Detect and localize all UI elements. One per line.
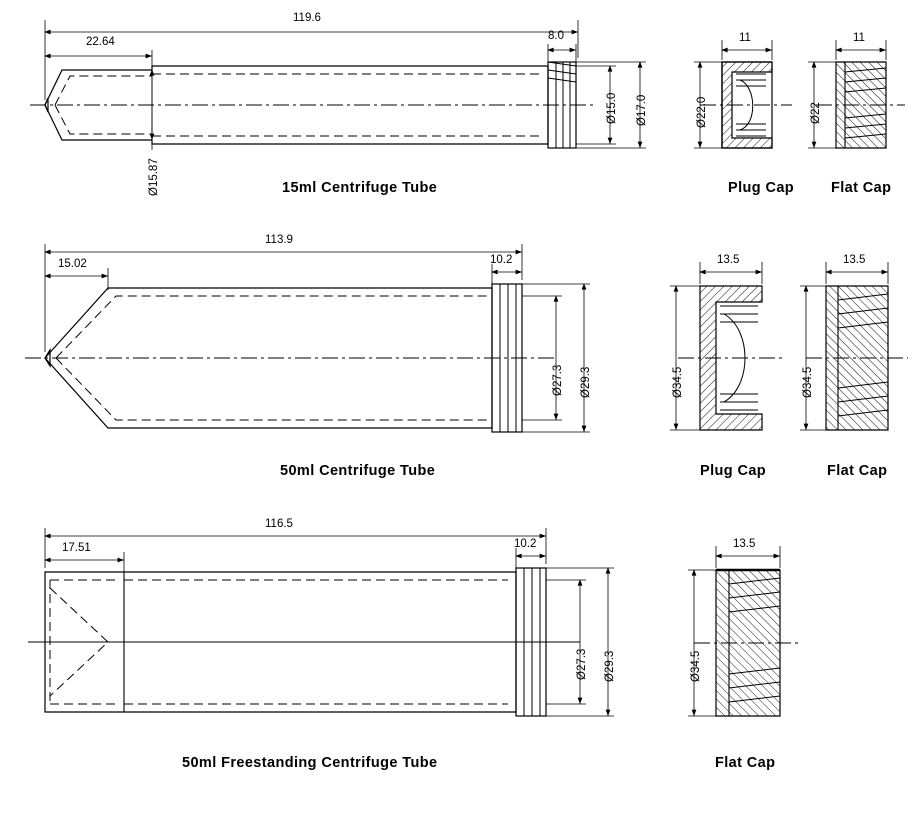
- dim-50ml-plug-diameter: Ø34.5: [672, 366, 684, 398]
- cap-50ml-flat: [806, 286, 908, 430]
- dim-freestanding-flat-height: 13.5: [733, 538, 756, 550]
- dim-15ml-flat-diameter: Ø22: [810, 102, 822, 124]
- dim-50ml-outer-diameter: Ø29.3: [580, 366, 592, 398]
- tube-50ml-freestanding-dimension-lines: [45, 528, 614, 716]
- dim-freestanding-outer-diameter: Ø29.3: [604, 650, 616, 682]
- dim-50ml-flat-height: 13.5: [843, 254, 866, 266]
- cap-15ml-flat: [816, 62, 905, 148]
- tube-15ml-body: [30, 62, 596, 148]
- dim-50ml-plug-height: 13.5: [717, 254, 740, 266]
- caption-freestanding-tube: 50ml Freestanding Centrifuge Tube: [182, 755, 438, 771]
- dim-15ml-overall-length: 119.6: [293, 12, 321, 24]
- dim-15ml-plug-diameter: Ø22.0: [696, 96, 708, 128]
- dim-15ml-cone-diameter: Ø15.87: [148, 158, 160, 196]
- cap-15ml-plug: [700, 62, 792, 148]
- dim-freestanding-cone-length: 17.51: [62, 542, 91, 554]
- caption-freestanding-flat-cap: Flat Cap: [715, 755, 776, 771]
- dim-50ml-overall-length: 113.9: [265, 234, 293, 246]
- caption-15ml-flat-cap: Flat Cap: [831, 180, 892, 196]
- caption-15ml-plug-cap: Plug Cap: [728, 180, 795, 196]
- dim-15ml-inner-diameter: Ø15.0: [606, 92, 618, 124]
- cap-15ml-plug-dimensions: [694, 40, 772, 148]
- dim-50ml-inner-diameter: Ø27.3: [552, 364, 564, 396]
- tube-50ml-body: [25, 284, 556, 432]
- cap-freestanding-flat: [694, 570, 800, 716]
- caption-50ml-tube: 50ml Centrifuge Tube: [280, 463, 436, 479]
- dim-50ml-cone-length: 15.02: [58, 258, 87, 270]
- caption-50ml-flat-cap: Flat Cap: [827, 463, 888, 479]
- tube-50ml-freestanding-body: [28, 568, 580, 716]
- dim-freestanding-overall-length: 116.5: [265, 518, 293, 530]
- cap-50ml-plug: [678, 286, 786, 430]
- dim-freestanding-flat-diameter: Ø34.5: [690, 650, 702, 682]
- dim-freestanding-thread-length: 10.2: [514, 538, 537, 550]
- dim-15ml-outer-diameter: Ø17.0: [636, 94, 648, 126]
- dim-15ml-plug-height: 11: [739, 32, 751, 44]
- dim-15ml-flat-height: 11: [853, 32, 865, 44]
- dim-freestanding-inner-diameter: Ø27.3: [576, 648, 588, 680]
- caption-15ml-tube: 15ml Centrifuge Tube: [282, 180, 438, 196]
- caption-50ml-plug-cap: Plug Cap: [700, 463, 767, 479]
- dim-15ml-cone-length: 22.64: [86, 36, 115, 48]
- dim-50ml-flat-diameter: Ø34.5: [802, 366, 814, 398]
- dim-15ml-thread-length: 8.0: [548, 30, 564, 42]
- dim-50ml-thread-length: 10.2: [490, 254, 513, 266]
